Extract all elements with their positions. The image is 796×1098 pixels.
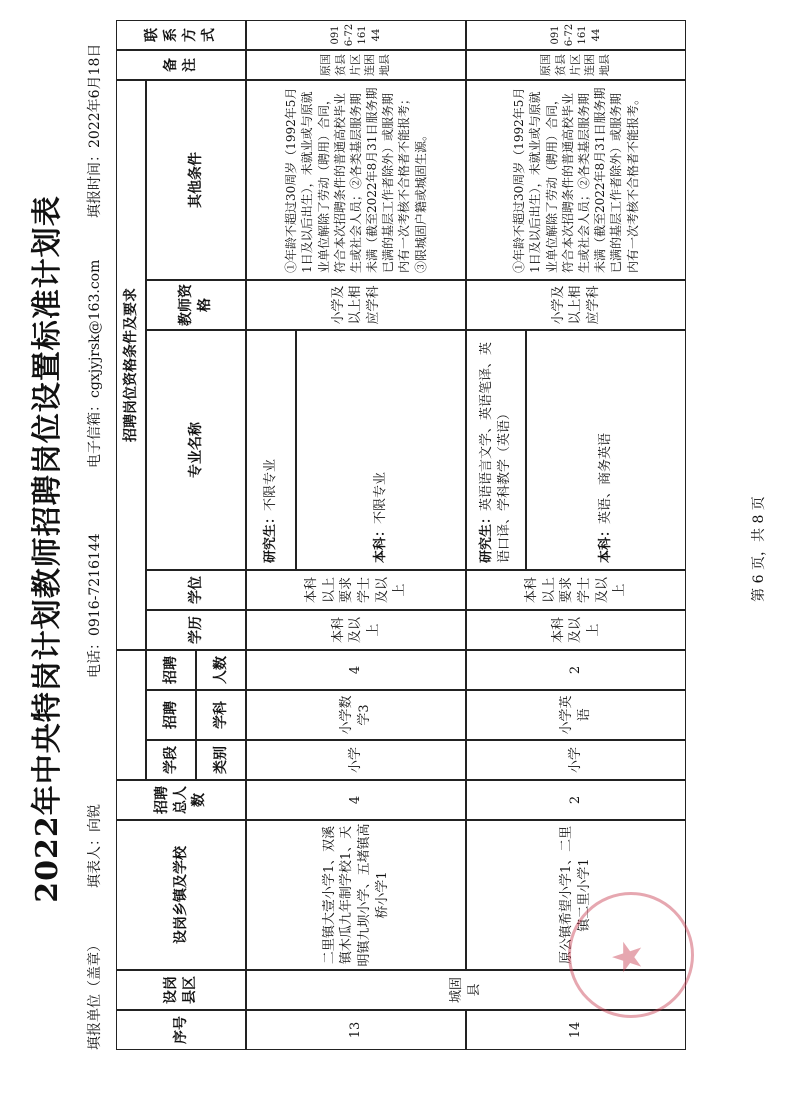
row14-stage: 小学 (466, 740, 686, 780)
seal-star-icon: ★ (605, 939, 651, 975)
header-stage-bottom: 类别 (196, 740, 246, 780)
row13-subject: 小学数学3 (246, 690, 466, 740)
header-subject-top: 招聘 (146, 690, 196, 740)
row14-ug-value: 英语、商务英语 (598, 432, 614, 524)
row14-grad-label: 研究生： (479, 510, 495, 563)
row14-ug-label: 本科： (598, 523, 614, 563)
row13-grad-value: 不限专业 (263, 458, 279, 511)
header-other: 其他条件 (146, 80, 246, 280)
row14-degree: 本科以上要求学士及以上 (466, 570, 686, 610)
header-stage-top: 学段 (146, 740, 196, 780)
row13-ug-label: 本科： (373, 523, 389, 563)
row13-seq: 13 (246, 1010, 466, 1050)
row13-stage: 小学 (246, 740, 466, 780)
row13-cert: 小学及以上相应学科 (246, 280, 466, 330)
header-blank (116, 650, 146, 780)
row13-total: 4 (246, 780, 466, 820)
meta-date: 填报时间：2022年6月18日 (87, 43, 103, 218)
row14-ug-major (526, 330, 686, 570)
header-subject-bottom: 学科 (196, 690, 246, 740)
row13-school: 二里镇大壹小学1、双溪镇木瓜九年制学校1、天明镇九坝小学、五堵镇高桥小学1 (246, 820, 466, 970)
official-seal (568, 892, 694, 1018)
header-qualification-group: 招聘岗位资格条件及要求 (116, 80, 146, 650)
header-contact: 联系方式 (116, 20, 246, 50)
row14-cert: 小学及以上相应学科 (466, 280, 686, 330)
row14-seq: 14 (466, 1010, 686, 1050)
header-count-bottom: 人数 (196, 650, 246, 690)
row13-contact: 0916-7216144 (246, 20, 466, 50)
row14-contact: 0916-7216144 (466, 20, 686, 50)
header-county: 设岗县区 (116, 970, 246, 1010)
header-school: 设岗乡镇及学校 (116, 820, 246, 970)
header-seq: 序号 (116, 1010, 246, 1050)
header-edu: 学历 (146, 610, 246, 650)
row14-count: 2 (466, 650, 686, 690)
meta-email: 电子信箱：cgxjyjrsk@163.com (87, 259, 103, 468)
header-count-top: 招聘 (146, 650, 196, 690)
row14-subject: 小学英语 (466, 690, 686, 740)
meta-filler: 填表人：向锐 (87, 804, 103, 888)
row13-ug-value: 不限专业 (373, 471, 389, 524)
row13-grad-major (246, 330, 296, 570)
row14-grad-major (466, 330, 526, 570)
row14-edu: 本科及以上 (466, 610, 686, 650)
page-footer: 第 6 页，共 8 页 (751, 496, 767, 602)
header-major: 专业名称 (146, 330, 246, 570)
meta-unit: 填报单位（盖章） (87, 938, 103, 1050)
row13-degree: 本科以上要求学士及以上 (246, 570, 466, 610)
row13-ug-major (296, 330, 466, 570)
row14-other: ①年龄不超过30周岁（1992年5月1日及以后出生），未就业或与原就业单位解除了劳动（聘用）合同，符合本次招聘条件的普通高校毕业生或社会人员；②各类基层服务期未满（截至2022年8月31日服务期已满的基层工作者除外）或服务期内有一次考核不合格者不能报考。 (466, 80, 686, 280)
row13-count: 4 (246, 650, 466, 690)
row-county: 城固县 (246, 970, 686, 1010)
meta-phone: 电话：0916-7216144 (87, 533, 103, 678)
page-title: 2022年中央特岗计划教师招聘岗位设置标准计划表 (30, 195, 65, 903)
row14-remark: 原国贫县片区连困地县 (466, 50, 686, 80)
row13-edu: 本科及以上 (246, 610, 466, 650)
row14-total: 2 (466, 780, 686, 820)
header-total: 招聘总人数 (116, 780, 246, 820)
header-cert: 教师资格 (146, 280, 246, 330)
row13-grad-label: 研究生： (263, 510, 279, 563)
row14-school: 原公镇希望小学1、二里镇二里小学1 (466, 820, 686, 970)
row13-remark: 原国贫县片区连困地县 (246, 50, 466, 80)
recruitment-table (116, 20, 686, 1050)
header-remark: 备注 (116, 50, 246, 80)
row14-grad-value: 英语语言文学、英语笔译、英语口译、学科教学（英语） (479, 341, 512, 563)
row13-other: ①年龄不超过30周岁（1992年5月1日及以后出生），未就业或与原就业单位解除了劳动（聘用）合同，符合本次招聘条件的普通高校毕业生或社会人员；②各类基层服务期未满（截至2022年8月31日服务期已满的基层工作者除外）或服务期内有一次考核不合格者不能报考；③限城固户籍或城固生源。 (246, 80, 466, 280)
header-degree: 学位 (146, 570, 246, 610)
